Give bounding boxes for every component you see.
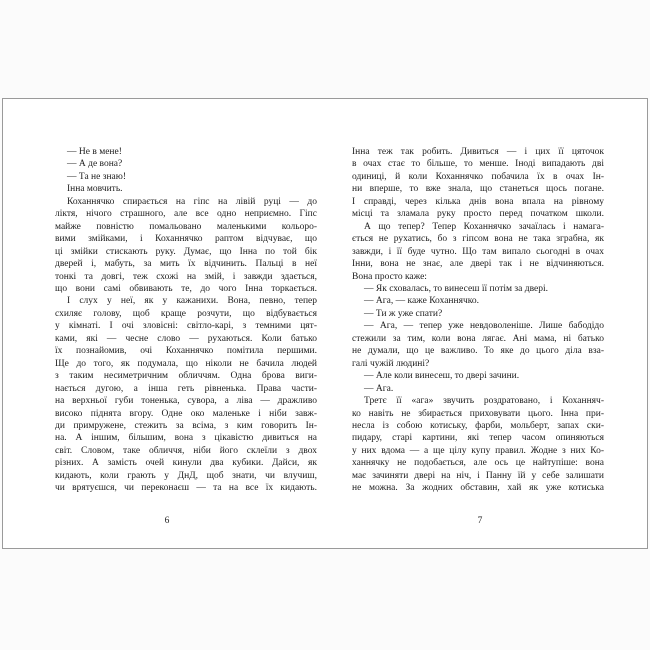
text-line: схиляє голову, щоб краще розчути, що відбувається bbox=[55, 308, 317, 319]
text-line: ється не рухатись, бо з гіпсом вона не така зграбна, як bbox=[352, 234, 604, 245]
text-line: Ще до того, як подумала, що ніколи не бачила людей bbox=[55, 358, 317, 369]
text-line: ками, які — чесне слово — рухаються. Коли батько bbox=[55, 333, 317, 344]
text-line: — Ага, — каже Коханнячко. bbox=[364, 296, 479, 307]
text-line: у них вдома — а ще цілу купу правил. Жодне з них Ко- bbox=[352, 445, 604, 456]
text-line: І справді, через кілька днів вона впала на рівному bbox=[352, 196, 604, 207]
text-line: одиниці, й коли Коханнячко побачила їх в очах Ін- bbox=[352, 171, 604, 182]
text-line: в очах стає то більше, то менше. Іноді випадають дві bbox=[352, 159, 604, 170]
text-line: пидару, старі картини, які тепер часом опиняються bbox=[352, 433, 604, 444]
text-line: з таким несиметричним обличчям. Одна брова виги- bbox=[55, 371, 317, 382]
text-line: їх познайомив, очі Коханнячко помітила першими. bbox=[55, 346, 317, 357]
text-line: Інни, вона не знає, але двері так і не відчиняються. bbox=[352, 259, 604, 270]
text-line: Вона просто каже: bbox=[352, 271, 427, 282]
text-line: на верхньої губи тоненька, сувора, а ліва — дражливо bbox=[55, 396, 317, 407]
text-line: чи врятуєшся, чи переконаєш — та на все їх кидають. bbox=[55, 483, 317, 494]
text-line: не думали, що це важливо. То яке до цього діла вза- bbox=[352, 346, 604, 357]
text-line: Інна теж так робить. Дивиться — і цих її цяточок bbox=[352, 147, 604, 157]
text-line: — Та не знаю! bbox=[67, 171, 127, 182]
text-line: майже повністю помальовано маленькими кольоро- bbox=[55, 221, 317, 232]
text-line: — Але коли винесеш, то двері зачини. bbox=[364, 371, 520, 382]
text-line: А що тепер? Тепер Коханнячко зачаїлась і намага- bbox=[364, 221, 604, 232]
text-line: — А де вона? bbox=[67, 159, 123, 170]
text-line: високо піднята вгору. Одне око маленьке і ніби завж- bbox=[55, 408, 317, 419]
text-line: — Не в мене! bbox=[67, 147, 122, 157]
text-line: має зачиняти двері на ніч, і Панну їй у себе залишати bbox=[352, 470, 604, 481]
text-line: нається дугою, а інша геть рівненька. Права части- bbox=[55, 383, 317, 394]
text-line: Третє її «ага» звучить роздратовано, і Коханняч- bbox=[364, 396, 604, 407]
text-line: — Як сховалась, то винесеш її потім за двері. bbox=[364, 283, 548, 294]
text-line: кидають, коли грають у ДнД, щоб знати, чи влучиш, bbox=[55, 470, 317, 481]
text-line: ліктя, нічого страшного, але все одно неприємно. Гіпс bbox=[55, 209, 317, 220]
text-line: стежили за тим, коли вона лягає. Ані мама, ні батько bbox=[352, 333, 604, 344]
text-line: у кімнаті. І очі зловісні: світло-карі, з темними цят- bbox=[55, 321, 317, 332]
text-line: ханнячку не подобається, але ось це найтупіше: вона bbox=[352, 458, 604, 469]
text-line: І слух у неї, як у кажанихи. Вона, певно, тепер bbox=[67, 296, 317, 307]
text-line: ці змійки стискають руку. Думає, що Інна по той бік bbox=[55, 246, 317, 257]
text-line: завжди, і її буде чутно. Що там випало сьогодні в очах bbox=[352, 246, 604, 257]
text-line: Коханнячко спирається на гіпс на лівій руці — до bbox=[67, 196, 317, 207]
text-line: дверей і, мабуть, за мить їх відчинить. Пальці в неї bbox=[55, 259, 317, 270]
text-line: на. А іншим, більшим, вона з цікавістю дивиться на bbox=[55, 433, 317, 444]
text-line: — Ти ж уже спати? bbox=[364, 308, 443, 319]
text-line: не можна. За жодних обставин, хай як уже котиська bbox=[352, 483, 604, 494]
text-line: галі чужій людині? bbox=[352, 358, 430, 369]
text-line: Інна мовчить. bbox=[67, 184, 123, 195]
page-number-left: 6 bbox=[164, 516, 170, 526]
text-line: вими змійками, і Коханнячко раптом відчуває, що bbox=[55, 234, 317, 245]
text-line: ко навіть не збирається приховувати цього. Інна при- bbox=[352, 408, 604, 419]
page-number-right: 7 bbox=[477, 516, 483, 526]
text-line: ни вперше, то вже знала, що станеться щось погане. bbox=[352, 184, 604, 195]
book-page-right-text bbox=[352, 146, 604, 495]
text-line: різних. А замість очей кинули два кубики. Дайси, як bbox=[55, 458, 317, 469]
text-line: що вони самі обвивають те, до чого Інна торкається. bbox=[55, 283, 317, 294]
text-line: світ. Словом, таке обличчя, ніби його склеїли з двох bbox=[55, 445, 317, 456]
text-line: ди примружене, стежить за всіма, з ким говорить Ін- bbox=[55, 420, 317, 431]
text-line: несла із собою котиську, фарби, мольберт, запах ски- bbox=[352, 420, 604, 431]
text-line: — Ага. bbox=[364, 383, 394, 394]
text-line: тонкі та довгі, теж схожі на змій, і завжди здається, bbox=[55, 271, 317, 282]
text-line: місці та зламала руку просто перед початком школи. bbox=[352, 209, 604, 220]
text-line: — Ага, — тепер уже невдоволеніше. Лише бабодідо bbox=[364, 321, 604, 332]
book-page-left-text bbox=[55, 146, 317, 495]
